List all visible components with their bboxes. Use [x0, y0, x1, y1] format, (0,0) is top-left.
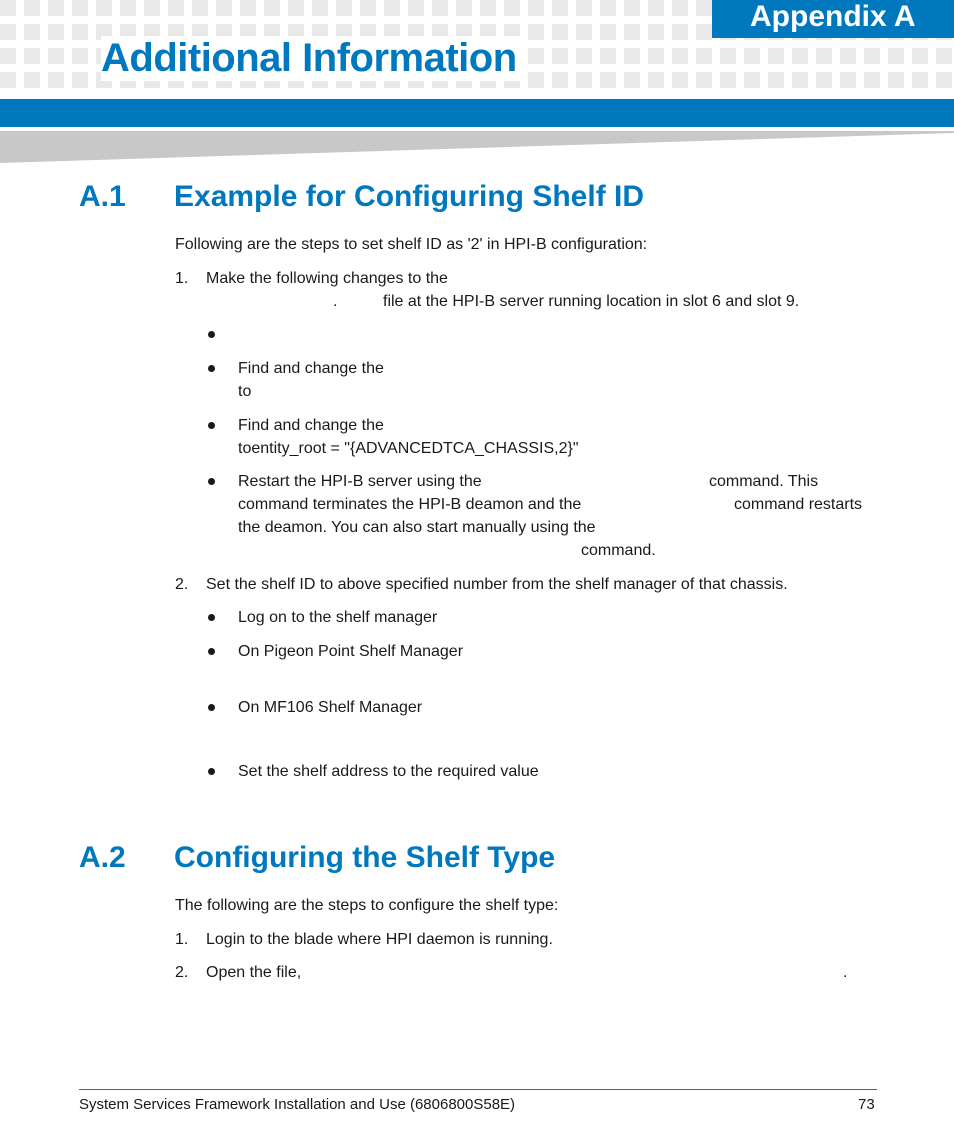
bullet-icon — [208, 704, 215, 711]
section-title: Configuring the Shelf Type — [174, 841, 556, 874]
header-grey-wedge — [0, 131, 954, 163]
bullet-icon — [208, 648, 215, 655]
bullet-icon — [208, 478, 215, 485]
step-text: Open the file, — [206, 964, 302, 981]
section-number: A.1 — [79, 180, 126, 213]
step-text: Set the shelf ID to above specified number from the shelf manager of that chassis. — [206, 576, 788, 593]
footer-doc-title: System Services Framework Installation and Use (6806800S58E) — [79, 1096, 516, 1113]
bullet-text: Restart the HPI-B server using the — [238, 473, 482, 490]
bullet-text: On Pigeon Point Shelf Manager — [238, 643, 464, 660]
bullet-icon — [208, 331, 215, 338]
bullet-text: toentity_root = "{ADVANCEDTCA_CHASSIS,2}" — [238, 440, 579, 457]
step-number: 1. — [175, 270, 189, 287]
step-text-dot: . — [333, 293, 338, 310]
bullet-text: to — [238, 383, 252, 400]
bullet-text: command restarts — [734, 496, 863, 513]
appendix-tab: Appendix A — [712, 0, 954, 38]
bullet-text: command. This — [709, 473, 819, 490]
section-intro: The following are the steps to configure the shelf type: — [175, 897, 559, 914]
section-title: Example for Configuring Shelf ID — [174, 180, 645, 213]
step-text: file at the HPI-B server running location in slot 6 and slot 9. — [383, 293, 800, 310]
bullet-text: Find and change the — [238, 417, 384, 434]
bullet-text: the deamon. You can also start manually using the — [238, 519, 596, 536]
bullet-text: Set the shelf address to the required value — [238, 763, 539, 780]
bullet-text: command terminates the HPI-B deamon and the — [238, 496, 582, 513]
section-number: A.2 — [79, 841, 126, 874]
bullet-text: Find and change the — [238, 360, 384, 377]
step-text-dot: . — [843, 964, 848, 981]
bullet-text: command. — [581, 542, 656, 559]
page-number: 73 — [858, 1096, 875, 1113]
bullet-icon — [208, 614, 215, 621]
step-text: Login to the blade where HPI daemon is running. — [206, 931, 553, 948]
bullet-icon — [208, 768, 215, 775]
step-number: 2. — [175, 964, 189, 981]
step-number: 1. — [175, 931, 189, 948]
section-intro: Following are the steps to set shelf ID as '2' in HPI-B configuration: — [175, 236, 648, 253]
step-text: Make the following changes to the — [206, 270, 448, 287]
header-blue-band — [0, 99, 954, 127]
bullet-icon — [208, 422, 215, 429]
bullet-text: On MF106 Shelf Manager — [238, 699, 423, 716]
step-number: 2. — [175, 576, 189, 593]
footer-rule — [79, 1089, 877, 1090]
chapter-title: Additional Information — [101, 36, 523, 81]
bullet-icon — [208, 365, 215, 372]
bullet-text: Log on to the shelf manager — [238, 609, 438, 626]
